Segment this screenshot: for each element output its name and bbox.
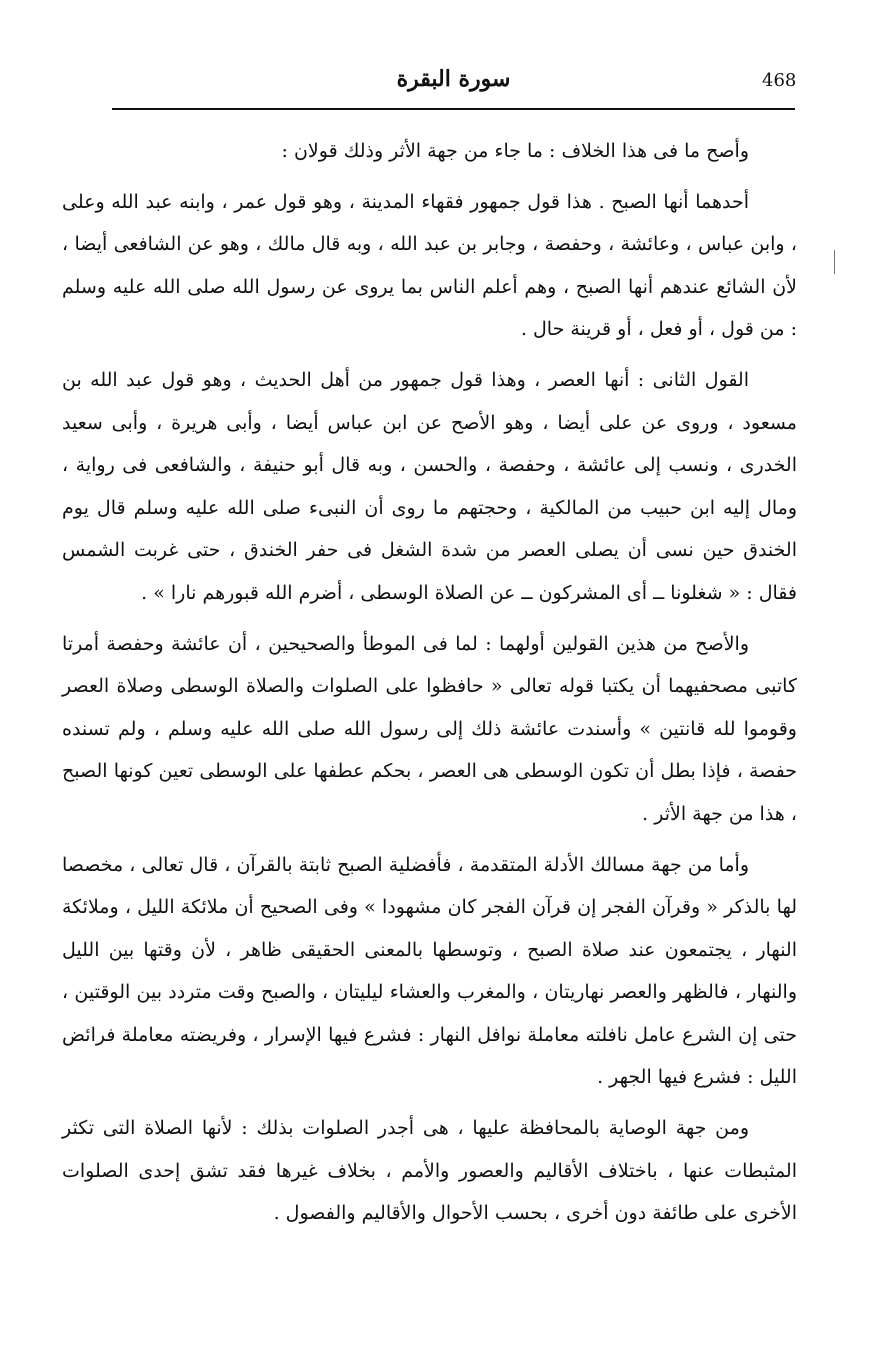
page-header bbox=[112, 60, 795, 100]
paragraph: أحدهما أنها الصبح . هذا قول جمهور فقهاء المدينة ، وهو قول عمر ، وابنه عبد الله وعلى ، وابن عباس ، وعائشة ، وحفصة ، وجابر بن عبد الله ، وبه قال مالك ، وهو عن الشافعى أيضا ، لأن الشائع عندهم أنها الصبح ، وهم أعلم الناس بما يروى عن رسول الله صلى الله عليه وسلم : من قول ، أو فعل ، أو قرينة حال . bbox=[62, 190, 797, 341]
paragraph: القول الثانى : أنها العصر ، وهذا قول جمهور من أهل الحديث ، وهو قول عبد الله بن مسعود ، وروى عن على أيضا ، وهو الأصح عن ابن عباس أيضا ، وأبى هريرة ، وأبى سعيد الخدرى ، ونسب إلى عائشة ، وحفصة ، والحسن ، وبه قال أبو حنيفة ، والشافعى فى رواية ، ومال إليه ابن حبيب من المالكية ، وحجتهم ما روى أن النبىء صلى الله عليه وسلم قال يوم الخندق حين نسى أن يصلى العصر من شدة الشغل فى حفر الخندق ، حتى غربت الشمس فقال : « شغلونا ــ أى المشركون ــ عن الصلاة الوسطى ، أضرم الله قبورهم نارا » . bbox=[62, 368, 797, 604]
paragraph: ومن جهة الوصاية بالمحافظة عليها ، هى أجدر الصلوات بذلك : لأنها الصلاة التى تكثر المثبطات عنها ، باختلاف الأقاليم والعصور والأمم ، بخلاف غيرها فقد تشق إحدى الصلوات الأخرى على طائفة دون أخرى ، بحسب الأحوال والأقاليم والفصول . bbox=[62, 1117, 797, 1225]
header-rule bbox=[112, 108, 795, 110]
paragraph: وأصح ما فى هذا الخلاف : ما جاء من جهة الأثر وذلك قولان : bbox=[281, 140, 749, 162]
scan-artifact bbox=[834, 250, 835, 274]
running-title: سورة البقرة bbox=[396, 66, 511, 92]
paragraph: والأصح من هذين القولين أولهما : لما فى الموطأ والصحيحين ، أن عائشة وحفصة أمرتا كاتبى مصحفيهما أن يكتبا قوله تعالى « حافظوا على الصلوات والصلاة الوسطى وصلاة العصر وقوموا لله قانتين » وأسندت عائشة ذلك إلى رسول الله صلى الله عليه وسلم ، ولم تسنده حفصة ، فإذا بطل أن تكون الوسطى هى العصر ، بحكم عطفها على الوسطى تعين كونها الصبح ، هذا من جهة الأثر . bbox=[62, 632, 797, 825]
body-text bbox=[62, 130, 797, 1243]
page-number: 468 bbox=[762, 70, 797, 91]
paragraph: وأما من جهة مسالك الأدلة المتقدمة ، فأفضلية الصبح ثابتة بالقرآن ، قال تعالى ، مخصصا لها بالذكر « وقرآن الفجر إن قرآن الفجر كان مشهودا » وفى الصحيح أن ملائكة الليل ، وملائكة النهار ، يجتمعون عند صلاة الصبح ، وتوسطها بالمعنى الحقيقى ظاهر ، لأن وقتها بين الليل والنهار ، فالظهر والعصر نهاريتان ، والمغرب والعشاء ليليتان ، والصبح وقت متردد بين الوقتين ، حتى إن الشرع عامل نافلته معاملة نوافل النهار : فشرع فيها الإسرار ، وفريضته معاملة فرائض الليل : فشرع فيها الجهر . bbox=[62, 853, 797, 1089]
